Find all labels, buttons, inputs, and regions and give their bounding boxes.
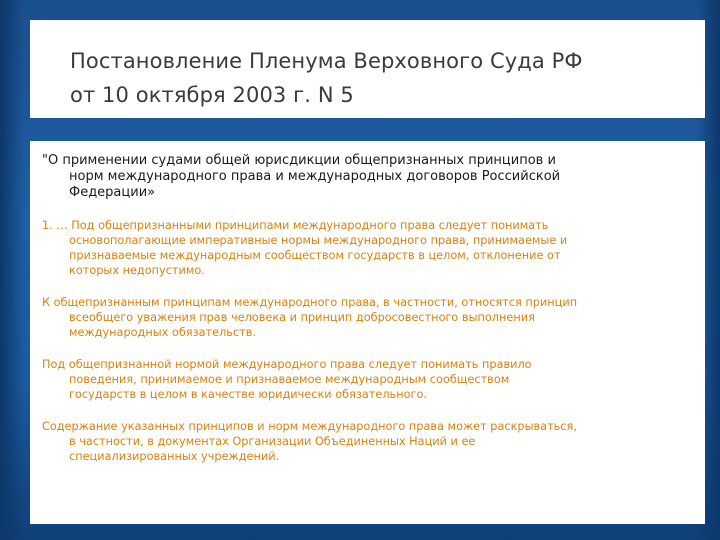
intro-paragraph [42,153,693,201]
title-line-2: от 10 октября 2003 г. N 5 [70,83,354,107]
paragraph-line: К общепризнанным принципам международного права, в частности, относятся принцип [42,296,578,309]
paragraph-line: поведения, принимаемое и признаваемое международным сообществом [69,373,510,386]
paragraph-4 [42,419,693,464]
paragraph-line: всеобщего уважения прав человека и принцип добросовестного выполнения [69,311,535,324]
intro-line: норм международного права и международных договоров Российской [69,169,561,184]
paragraph-line: Под общепризнанной нормой международного права следует понимать правило [42,358,532,371]
paragraph-line: в частности, в документах Организации Объединенных Наций и ее [69,435,476,448]
left-edge-shade [0,0,24,540]
paragraph-line: государств в целом в качестве юридически обязательного. [69,388,427,401]
paragraph-3 [42,357,693,402]
paragraph-1 [42,218,693,278]
intro-line: "О применении судами общей юрисдикции общепризнанных принципов и [42,153,556,168]
paragraph-2 [42,295,693,340]
paragraph-line: международных обязательств. [69,326,256,339]
title-box [30,20,705,118]
paragraph-line: которых недопустимо. [69,264,205,277]
paragraph-line: основополагающие императивные нормы международного права, принимаемые и [69,234,568,247]
paragraph-line: Содержание указанных принципов и норм международного права может раскрываться, [42,420,577,433]
paragraph-line: признаваемые международным сообществом государств в целом, отклонение от [69,249,561,262]
paragraph-line: 1. … Под общепризнанными принципами международного права следует понимать [42,219,549,232]
content-box [30,141,705,524]
paragraph-line: специализированных учреждений. [69,450,280,463]
intro-line: Федерации» [69,185,156,200]
title-line-1: Постановление Пленума Верховного Суда РФ [70,49,583,73]
